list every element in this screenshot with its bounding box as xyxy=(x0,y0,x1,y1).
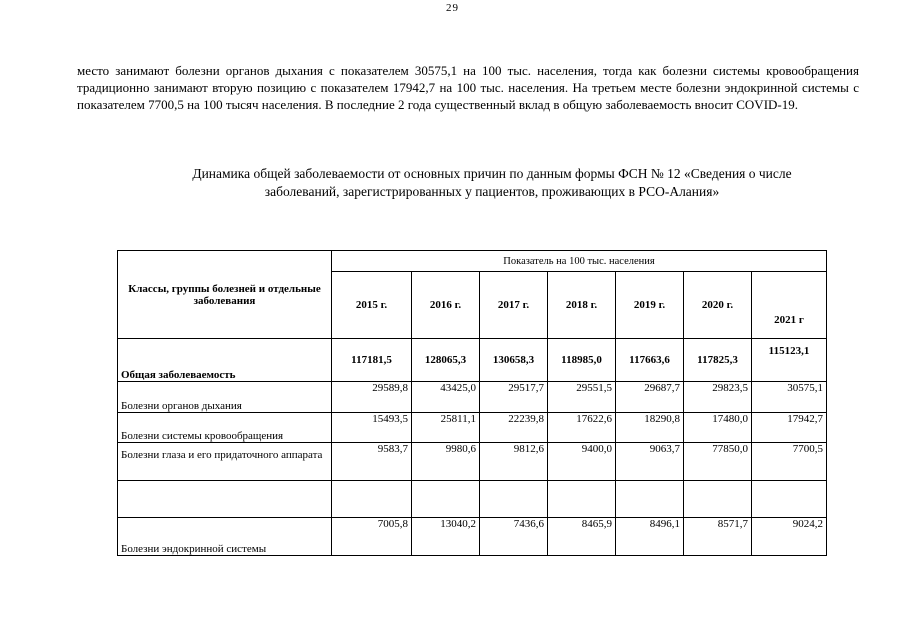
row-label: Болезни системы кровообращения xyxy=(118,413,332,443)
row-value: 8465,9 xyxy=(548,518,616,556)
row-value: 25811,1 xyxy=(412,413,480,443)
row-label: Болезни органов дыхания xyxy=(118,382,332,413)
total-value: 115123,1 xyxy=(752,339,827,382)
year-header: 2016 г. xyxy=(412,272,480,339)
table-caption xyxy=(77,165,905,201)
row-value xyxy=(616,481,684,518)
row-value: 43425,0 xyxy=(412,382,480,413)
year-header: 2018 г. xyxy=(548,272,616,339)
row-value xyxy=(752,481,827,518)
table-row xyxy=(118,413,827,443)
total-value: 117825,3 xyxy=(684,339,752,382)
row-value: 29823,5 xyxy=(684,382,752,413)
row-value: 9583,7 xyxy=(332,443,412,481)
row-value: 22239,8 xyxy=(480,413,548,443)
row-value: 8571,7 xyxy=(684,518,752,556)
row-label: Болезни эндокринной системы xyxy=(118,518,332,556)
row-value: 9024,2 xyxy=(752,518,827,556)
total-value: 130658,3 xyxy=(480,339,548,382)
row-value: 29551,5 xyxy=(548,382,616,413)
row-value: 15493,5 xyxy=(332,413,412,443)
row-value: 77850,0 xyxy=(684,443,752,481)
year-header: 2019 г. xyxy=(616,272,684,339)
row-value: 9980,6 xyxy=(412,443,480,481)
row-value: 7005,8 xyxy=(332,518,412,556)
row-value: 29589,8 xyxy=(332,382,412,413)
row-value: 17622,6 xyxy=(548,413,616,443)
row-value: 29687,7 xyxy=(616,382,684,413)
morbidity-table xyxy=(117,250,827,556)
row-value: 9400,0 xyxy=(548,443,616,481)
row-value: 29517,7 xyxy=(480,382,548,413)
table-header-row-1 xyxy=(118,251,827,272)
table-row-empty xyxy=(118,481,827,518)
row-value xyxy=(548,481,616,518)
table-row xyxy=(118,518,827,556)
indicator-header: Показатель на 100 тыс. населения xyxy=(332,251,827,272)
row-label xyxy=(118,481,332,518)
row-value xyxy=(332,481,412,518)
row-value: 9812,6 xyxy=(480,443,548,481)
row-value: 8496,1 xyxy=(616,518,684,556)
total-value: 117663,6 xyxy=(616,339,684,382)
page-number: 29 xyxy=(446,2,459,14)
year-header: 2017 г. xyxy=(480,272,548,339)
row-value: 17480,0 xyxy=(684,413,752,443)
year-header: 2020 г. xyxy=(684,272,752,339)
row-value: 7700,5 xyxy=(752,443,827,481)
table-row xyxy=(118,382,827,413)
year-header: 2021 г xyxy=(752,272,827,339)
classes-header: Классы, группы болезней и отдельные заболевания xyxy=(128,282,321,307)
table-row xyxy=(118,443,827,481)
row-label: Болезни глаза и его придаточного аппарата xyxy=(118,443,332,481)
classes-header-cell xyxy=(118,251,332,339)
year-header: 2015 г. xyxy=(332,272,412,339)
row-value: 7436,6 xyxy=(480,518,548,556)
row-value xyxy=(412,481,480,518)
row-value: 18290,8 xyxy=(616,413,684,443)
total-value: 117181,5 xyxy=(332,339,412,382)
total-label: Общая заболеваемость xyxy=(118,339,332,382)
total-value: 128065,3 xyxy=(412,339,480,382)
row-value xyxy=(480,481,548,518)
row-value: 13040,2 xyxy=(412,518,480,556)
caption-line-2: заболеваний, зарегистрированных у пациентов, проживающих в РСО-Алания» xyxy=(264,184,720,199)
row-value xyxy=(684,481,752,518)
row-value: 9063,7 xyxy=(616,443,684,481)
row-value: 17942,7 xyxy=(752,413,827,443)
row-value: 30575,1 xyxy=(752,382,827,413)
total-row xyxy=(118,339,827,382)
total-value: 118985,0 xyxy=(548,339,616,382)
body-paragraph: место занимают болезни органов дыхания с показателем 30575,1 на 100 тыс. населения, тогда как болезни системы кровообращения традиционно занимают вторую позицию с показателем 17942,7 на 100 тыс. населения. На третьем месте болезни эндокринной системы с показателем 7700,5 на 100 тысяч населения. В последние 2 года существенный вклад в общую заболеваемость вносит COVID-19. xyxy=(77,63,859,112)
caption-line-1: Динамика общей заболеваемости от основных причин по данным формы ФСН № 12 «Сведения о числе xyxy=(192,166,792,181)
